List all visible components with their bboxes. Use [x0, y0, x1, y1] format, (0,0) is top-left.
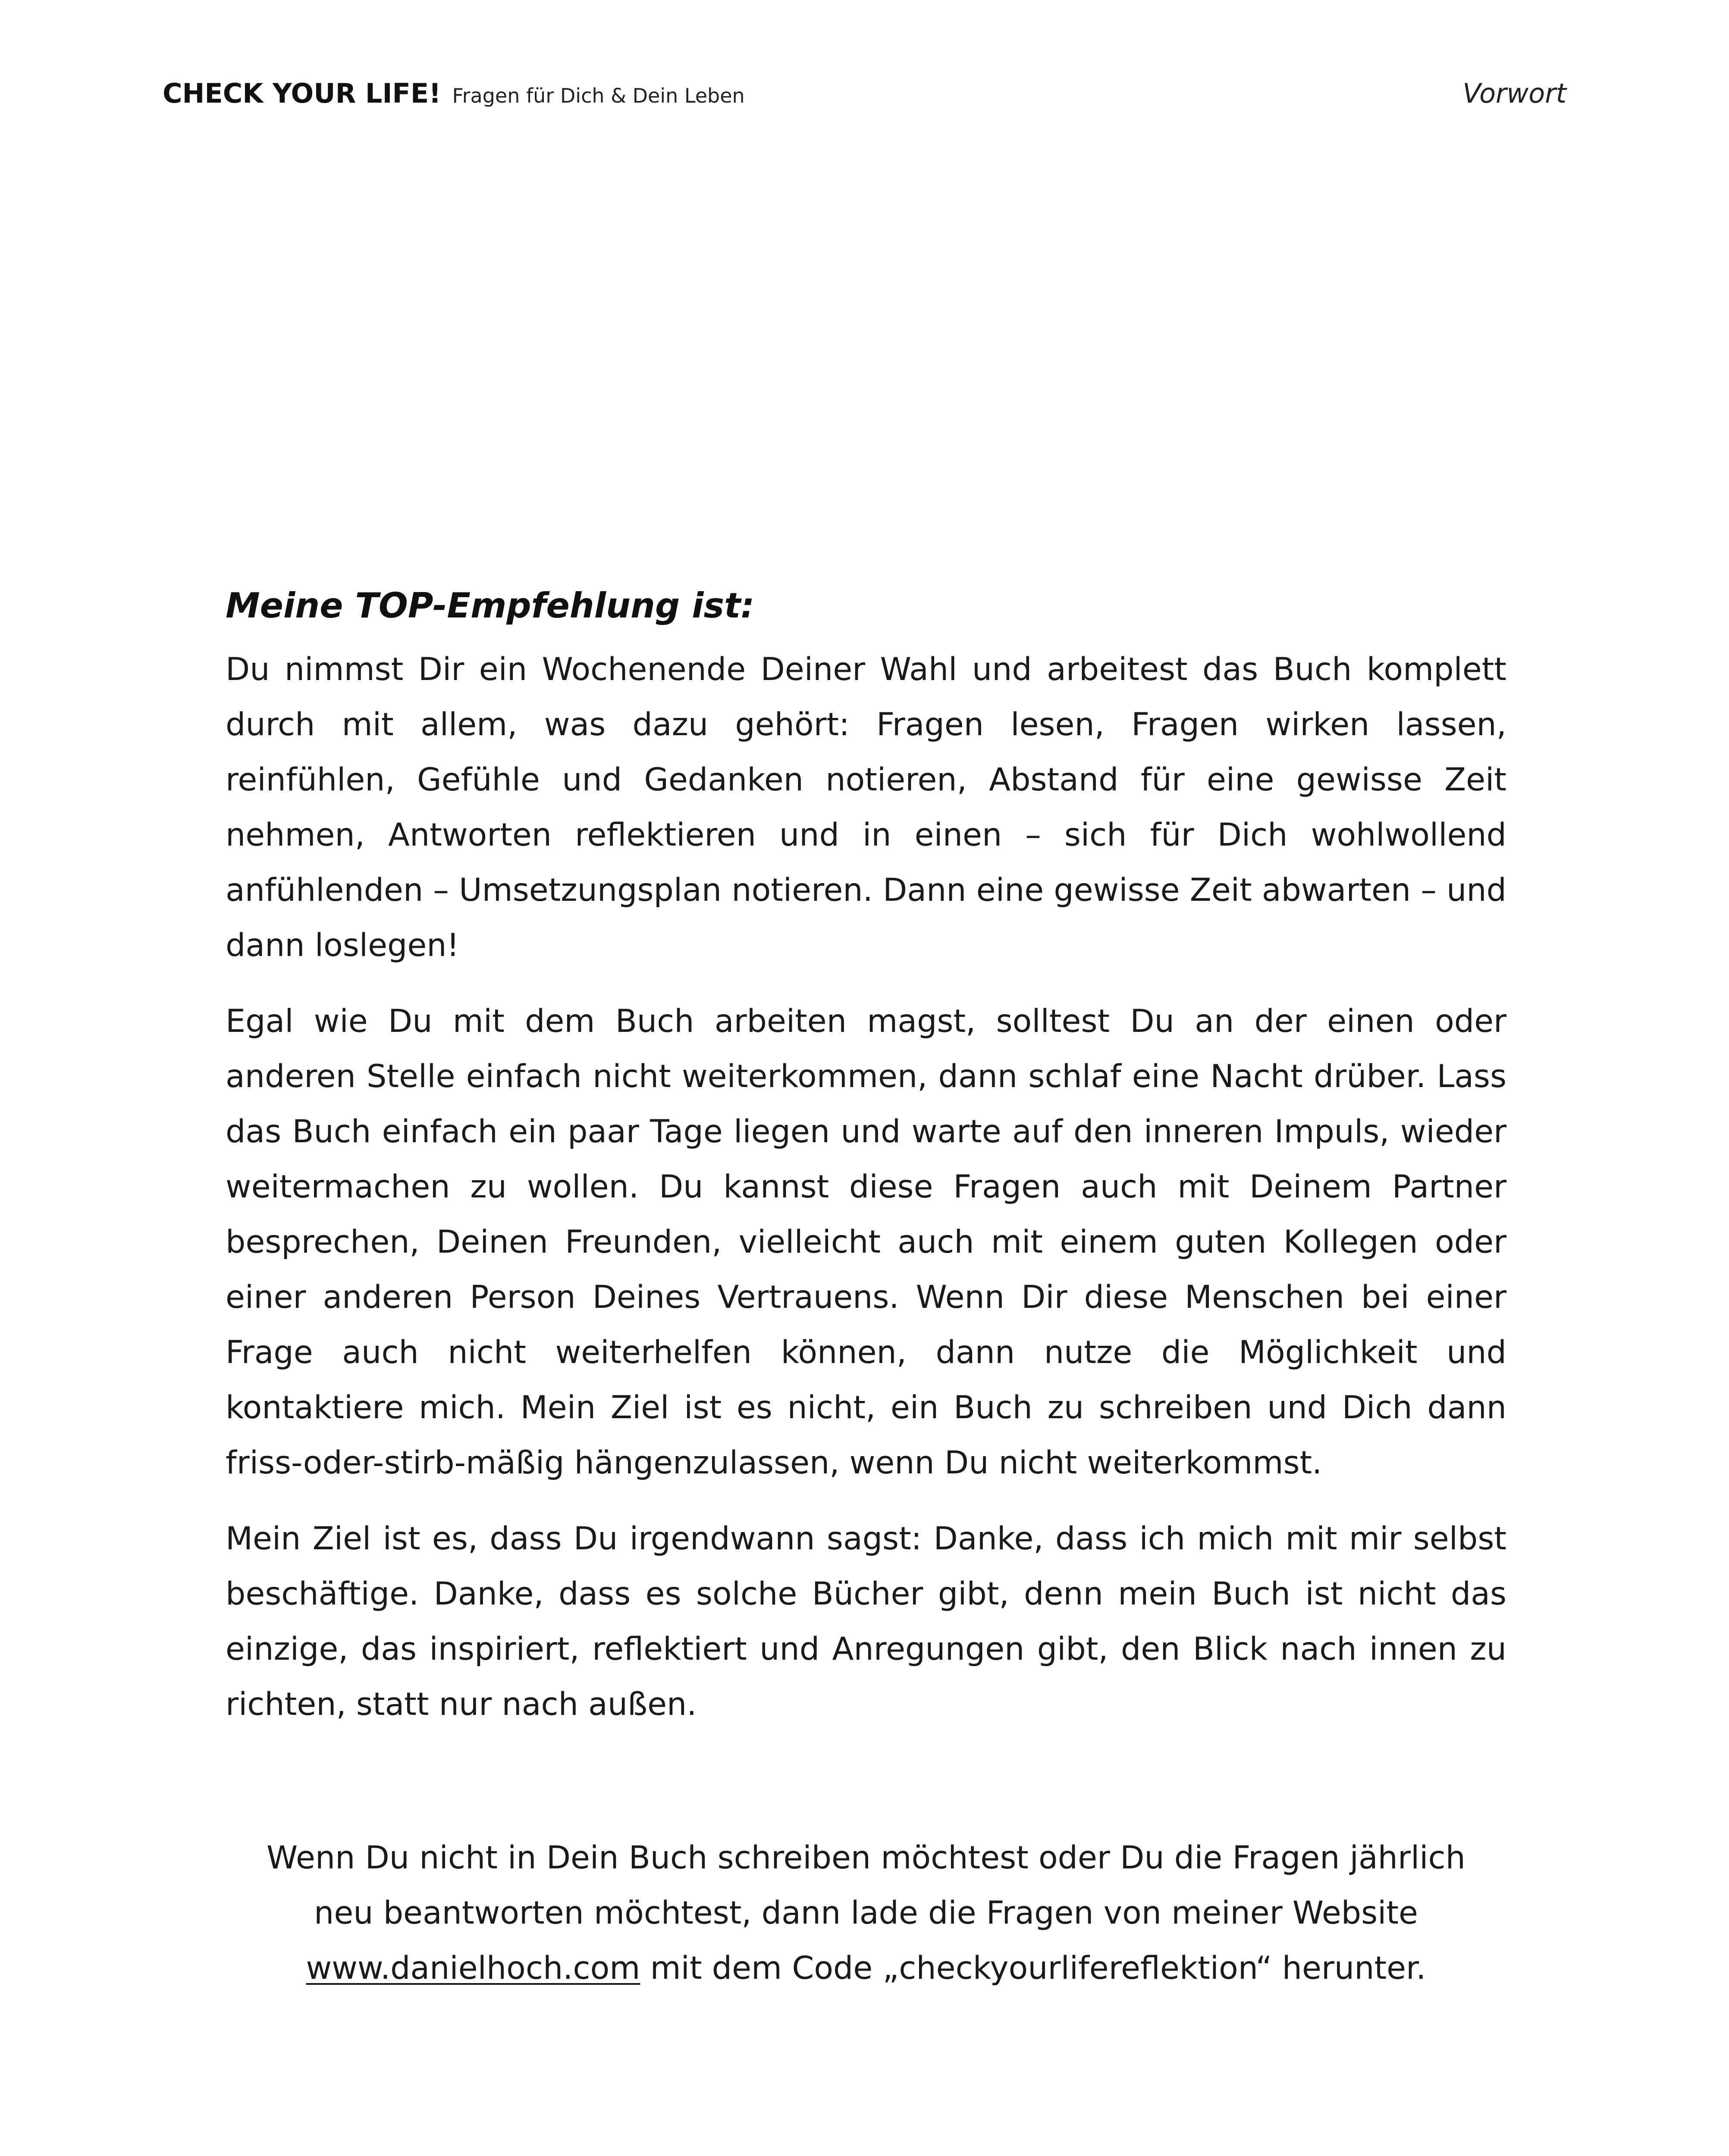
note-line: Wenn Du nicht in Dein Buch schreiben möchtest oder Du die Fragen jährlich	[267, 1839, 1465, 1876]
paragraph: Mein Ziel ist es, dass Du irgendwann sagst: Danke, dass ich mich mit mir selbst beschäftige. Danke, dass es solche Bücher gibt, denn mein Buch ist nicht das einzige, das inspiriert, reflektiert und Anregungen gibt, den Blick nach innen zu richten, statt nur nach außen.	[226, 1520, 1506, 1723]
note-line: neu beantworten möchtest, dann lade die Fragen von meiner Website	[314, 1895, 1418, 1931]
book-subtitle: Fragen für Dich & Dein Leben	[452, 84, 745, 107]
running-header	[163, 78, 1566, 112]
chapter-name: Vorwort	[1462, 78, 1566, 109]
note-line-text: mit dem Code „checkyourlifereflektion“ herunter.	[640, 1950, 1426, 1987]
note-line	[226, 1941, 1506, 1996]
main-text-block	[226, 576, 1506, 1753]
book-title: CHECK YOUR LIFE!	[163, 78, 441, 109]
section-heading: Meine TOP-Empfehlung ist:	[226, 586, 755, 626]
download-note	[226, 1830, 1506, 1996]
paragraph: Egal wie Du mit dem Buch arbeiten magst, solltest Du an der einen oder anderen Stelle einfach nicht weiterkommen, dann schlaf eine Nacht drüber. Lass das Buch einfach ein paar Tage liegen und warte auf den inneren Impuls, wieder weitermachen zu wollen. Du kannst diese Fragen auch mit Deinem Partner besprechen, Deinen Freunden, vielleicht auch mit einem guten Kollegen oder einer anderen Person Deines Vertrauens. Wenn Dir diese Menschen bei einer Frage auch nicht weiterhelfen können, dann nutze die Möglichkeit und kontaktiere mich. Mein Ziel ist es nicht, ein Buch zu schreiben und Dich dann friss-oder-stirb-mäßig hängenzulassen, wenn Du nicht weiterkommst.	[226, 1003, 1506, 1481]
paragraph: Du nimmst Dir ein Wochenende Deiner Wahl und arbeitest das Buch komplett durch mit allem, was dazu gehört: Fragen lesen, Fragen wirken lassen, reinfühlen, Gefühle und Gedanken notieren, Abstand für eine gewisse Zeit nehmen, Antworten reflektieren und in einen – sich für Dich wohlwollend anfühlenden – Umsetzungsplan notieren. Dann eine gewisse Zeit abwarten – und dann loslegen!	[226, 651, 1506, 964]
website-link[interactable]: www.danielhoch.com	[306, 1950, 640, 1987]
header-book-info	[163, 78, 745, 109]
